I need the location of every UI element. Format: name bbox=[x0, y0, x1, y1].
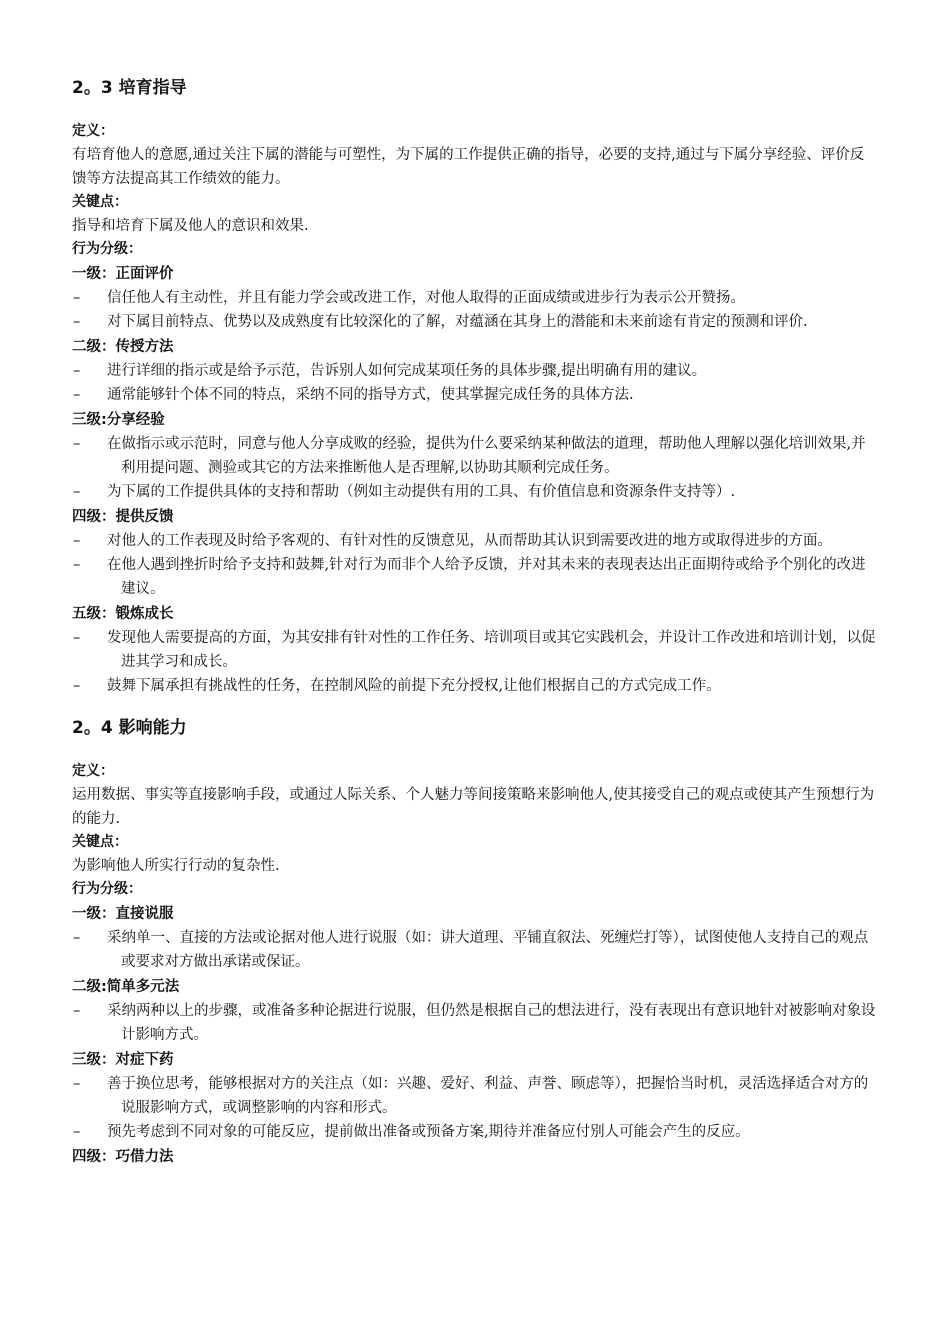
list-item: – 在他人遇到挫折时给予支持和鼓舞,针对行为而非个人给予反馈，并对其未来的表现表达出正面期待或给予个别化的改进建议。 bbox=[73, 557, 866, 597]
level-title: 一级：直接说服 bbox=[72, 906, 174, 922]
list-item: – 对他人的工作表现及时给予客观的、有针对性的反馈意见，从而帮助其认识到需要改进的地方或取得进步的方面。 bbox=[73, 533, 832, 549]
item-text: 进行详细的指示或是给予示范，告诉别人如何完成某项任务的具体步骤,提出明确有用的建议。 bbox=[107, 363, 707, 379]
behavior-label: 行为分级： bbox=[72, 881, 142, 897]
level-title: 一级：正面评价 bbox=[72, 266, 174, 282]
level-items bbox=[72, 626, 878, 698]
list-item: – 通常能够针个体不同的特点，采纳不同的指导方式，使其掌握完成任务的具体方法. bbox=[73, 387, 634, 403]
level-title: 二级：传授方法 bbox=[72, 339, 174, 355]
list-item: – 预先考虑到不同对象的可能反应，提前做出准备或预备方案,期待并准备应付别人可能会产生的反应。 bbox=[73, 1124, 750, 1140]
key-label: 关键点： bbox=[72, 194, 128, 210]
list-item: – 信任他人有主动性，并且有能力学会或改进工作，对他人取得的正面成绩或进步行为表示公开赞扬。 bbox=[73, 290, 745, 306]
level-title: 四级：提供反馈 bbox=[72, 509, 174, 525]
level-items bbox=[72, 359, 878, 407]
level-title: 三级:分享经验 bbox=[72, 412, 165, 428]
key-text: 指导和培育下属及他人的意识和效果. bbox=[72, 218, 309, 234]
section-2-3 bbox=[72, 76, 878, 698]
list-item: – 对下属目前特点、优势以及成熟度有比较深化的了解，对蕴涵在其身上的潜能和未来前途有肯定的预测和评价. bbox=[73, 314, 808, 330]
level-title: 五级：锻炼成长 bbox=[72, 606, 174, 622]
item-text: 对他人的工作表现及时给予客观的、有针对性的反馈意见，从而帮助其认识到需要改进的地方或取得进步的方面。 bbox=[107, 533, 832, 549]
definition-text: 有培育他人的意愿,通过关注下属的潜能与可塑性，为下属的工作提供正确的指导，必要的支持,通过与下属分享经验、评价反馈等方法提高其工作绩效的能力。 bbox=[72, 147, 865, 187]
item-text: 在做指示或示范时，同意与他人分享成败的经验，提供为什么要采纳某种做法的道理，帮助他人理解以强化培训效果,并利用提问题、测验或其它的方法来推断他人是否理解,以协助其顺利完成任务。 bbox=[107, 436, 866, 476]
definition-label: 定义： bbox=[72, 123, 114, 139]
level-title: 二级:简单多元法 bbox=[72, 979, 180, 995]
key-label: 关键点： bbox=[72, 834, 128, 850]
level-items bbox=[72, 926, 878, 974]
behavior-label: 行为分级： bbox=[72, 241, 142, 257]
level-items bbox=[72, 432, 878, 504]
item-text: 在他人遇到挫折时给予支持和鼓舞,针对行为而非个人给予反馈，并对其未来的表现表达出正面期待或给予个别化的改进建议。 bbox=[107, 557, 866, 597]
level-items bbox=[72, 999, 878, 1047]
item-text: 善于换位思考，能够根据对方的关注点（如：兴趣、爱好、利益、声誉、顾虑等），把握恰当时机，灵活选择适合对方的说服影响方式，或调整影响的内容和形式。 bbox=[107, 1076, 869, 1116]
item-text: 信任他人有主动性，并且有能力学会或改进工作，对他人取得的正面成绩或进步行为表示公开赞扬。 bbox=[107, 290, 745, 306]
level-title: 四级：巧借力法 bbox=[72, 1149, 174, 1165]
item-text: 为下属的工作提供具体的支持和帮助（例如主动提供有用的工具、有价值信息和资源条件支持等）. bbox=[107, 484, 736, 500]
item-text: 预先考虑到不同对象的可能反应，提前做出准备或预备方案,期待并准备应付别人可能会产生的反应。 bbox=[107, 1124, 750, 1140]
level-items bbox=[72, 286, 878, 334]
item-text: 采纳两种以上的步骤，或准备多种论据进行说服，但仍然是根据自己的想法进行，没有表现出有意识地针对被影响对象设计影响方式。 bbox=[107, 1003, 876, 1043]
item-text: 对下属目前特点、优势以及成熟度有比较深化的了解，对蕴涵在其身上的潜能和未来前途有肯定的预测和评价. bbox=[107, 314, 808, 330]
list-item: – 为下属的工作提供具体的支持和帮助（例如主动提供有用的工具、有价值信息和资源条件支持等）. bbox=[73, 484, 736, 500]
section-title: 2。3 培育指导 bbox=[72, 78, 187, 98]
definition-text: 运用数据、事实等直接影响手段，或通过人际关系、个人魅力等间接策略来影响他人,使其接受自己的观点或使其产生预想行为的能力. bbox=[72, 787, 875, 827]
list-item: – 采纳两种以上的步骤，或准备多种论据进行说服，但仍然是根据自己的想法进行，没有表现出有意识地针对被影响对象设计影响方式。 bbox=[73, 1003, 876, 1043]
item-text: 采纳单一、直接的方法或论据对他人进行说服（如：讲大道理、平铺直叙法、死缠烂打等），试图使他人支持自己的观点或要求对方做出承诺或保证。 bbox=[107, 930, 869, 970]
key-text: 为影响他人所实行行动的复杂性. bbox=[72, 858, 280, 874]
list-item: – 善于换位思考，能够根据对方的关注点（如：兴趣、爱好、利益、声誉、顾虑等），把握恰当时机，灵活选择适合对方的说服影响方式，或调整影响的内容和形式。 bbox=[73, 1076, 869, 1116]
section-title: 2。4 影响能力 bbox=[72, 718, 187, 738]
list-item: – 采纳单一、直接的方法或论据对他人进行说服（如：讲大道理、平铺直叙法、死缠烂打等），试图使他人支持自己的观点或要求对方做出承诺或保证。 bbox=[73, 930, 869, 970]
list-item: – 进行详细的指示或是给予示范，告诉别人如何完成某项任务的具体步骤,提出明确有用的建议。 bbox=[73, 363, 707, 379]
list-item: – 发现他人需要提高的方面，为其安排有针对性的工作任务、培训项目或其它实践机会，并设计工作改进和培训计划，以促进其学习和成长。 bbox=[73, 630, 876, 670]
level-title: 三级：对症下药 bbox=[72, 1052, 174, 1068]
section-2-4 bbox=[72, 716, 878, 1169]
list-item: – 在做指示或示范时，同意与他人分享成败的经验，提供为什么要采纳某种做法的道理，帮助他人理解以强化培训效果,并利用提问题、测验或其它的方法来推断他人是否理解,以协助其顺利完成任务。 bbox=[73, 436, 866, 476]
item-text: 发现他人需要提高的方面，为其安排有针对性的工作任务、培训项目或其它实践机会，并设计工作改进和培训计划，以促进其学习和成长。 bbox=[107, 630, 876, 670]
definition-label: 定义： bbox=[72, 763, 114, 779]
item-text: 鼓舞下属承担有挑战性的任务，在控制风险的前提下充分授权,让他们根据自己的方式完成工作。 bbox=[107, 678, 721, 694]
list-item: – 鼓舞下属承担有挑战性的任务，在控制风险的前提下充分授权,让他们根据自己的方式完成工作。 bbox=[73, 678, 721, 694]
level-items bbox=[72, 529, 878, 601]
level-items bbox=[72, 1072, 878, 1144]
item-text: 通常能够针个体不同的特点，采纳不同的指导方式，使其掌握完成任务的具体方法. bbox=[107, 387, 634, 403]
